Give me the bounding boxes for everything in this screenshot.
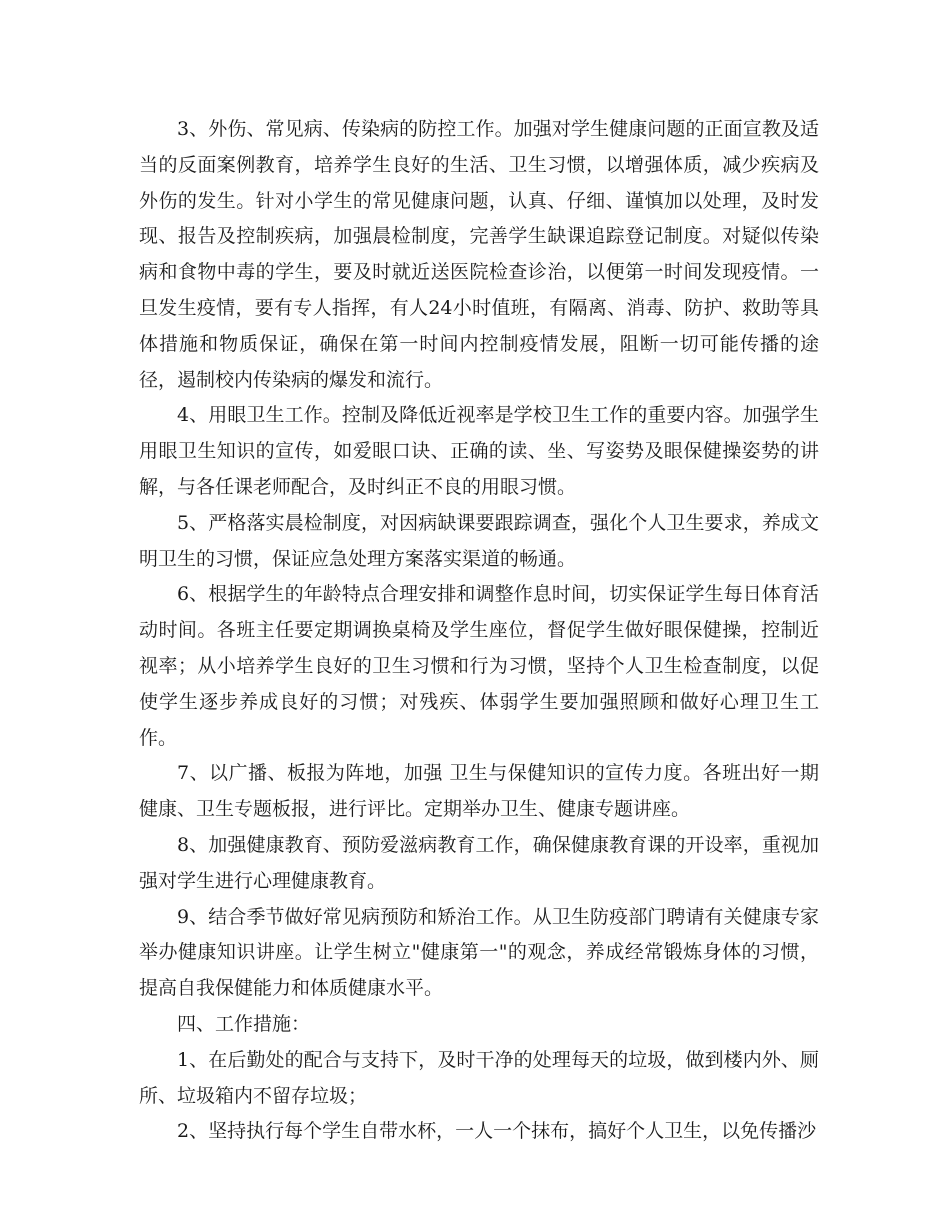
paragraph-item-9: 9、结合季节做好常见病预防和矫治工作。从卫生防疫部门聘请有关健康专家举办健康知识讲座。让学生树立"健康第一"的观念，养成经常锻炼身体的习惯，提高自我保健能力和体质健康水平。 [139,905,819,1000]
paragraph-item-3: 3、外伤、常见病、传染病的防控工作。加强对学生健康问题的正面宣教及适当的反面案例教育，培养学生良好的生活、卫生习惯，以增强体质，减少疾病及外伤的发生。针对小学生的常见健康问题，认真、仔细、谨慎加以处理，及时发现、报告及控制疾病，加强晨检制度，完善学生缺课追踪登记制度。对疑似传染病和食物中毒的学生，要及时就近送医院检查诊治，以便第一时间发现疫情。一旦发生疫情，要有专人指挥，有人24小时值班，有隔离、消毒、防护、救助等具体措施和物质保证，确保在第一时间内控制疫情发展，阻断一切可能传播的途径，遏制校内传染病的爆发和流行。 [139,118,819,391]
measure-item-1: 1、在后勤处的配合与支持下，及时干净的处理每天的垃圾，做到楼内外、厕所、垃圾箱内不留存垃圾； [139,1048,819,1107]
paragraph-item-5: 5、严格落实晨检制度，对因病缺课要跟踪调查，强化个人卫生要求，养成文明卫生的习惯，保证应急处理方案落实渠道的畅通。 [139,511,819,570]
document-body [139,112,819,1150]
paragraph-item-6: 6、根据学生的年龄特点合理安排和调整作息时间，切实保证学生每日体育活动时间。各班主任要定期调换桌椅及学生座位，督促学生做好眼保健操，控制近视率；从小培养学生良好的卫生习惯和行为习惯，坚持个人卫生检查制度，以促使学生逐步养成良好的习惯；对残疾、体弱学生要加强照顾和做好心理卫生工作。 [139,583,819,749]
measure-item-2: 2、坚持执行每个学生自带水杯，一人一个抹布，搞好个人卫生，以免传播沙 [177,1120,817,1143]
section-heading-measures: 四、工作措施： [177,1012,311,1035]
paragraph-item-8: 8、加强健康教育、预防爱滋病教育工作，确保健康教育课的开设率，重视加强对学生进行心理健康教育。 [139,833,819,892]
paragraph-item-7: 7、以广播、板报为阵地，加强 卫生与保健知识的宣传力度。各班出好一期健康、卫生专题板报，进行评比。定期举办卫生、健康专题讲座。 [139,762,819,821]
paragraph-item-4: 4、用眼卫生工作。控制及降低近视率是学校卫生工作的重要内容。加强学生用眼卫生知识的宣传，如爱眼口诀、正确的读、坐、写姿势及眼保健操姿势的讲解，与各任课老师配合，及时纠正不良的用眼习惯。 [139,404,819,498]
